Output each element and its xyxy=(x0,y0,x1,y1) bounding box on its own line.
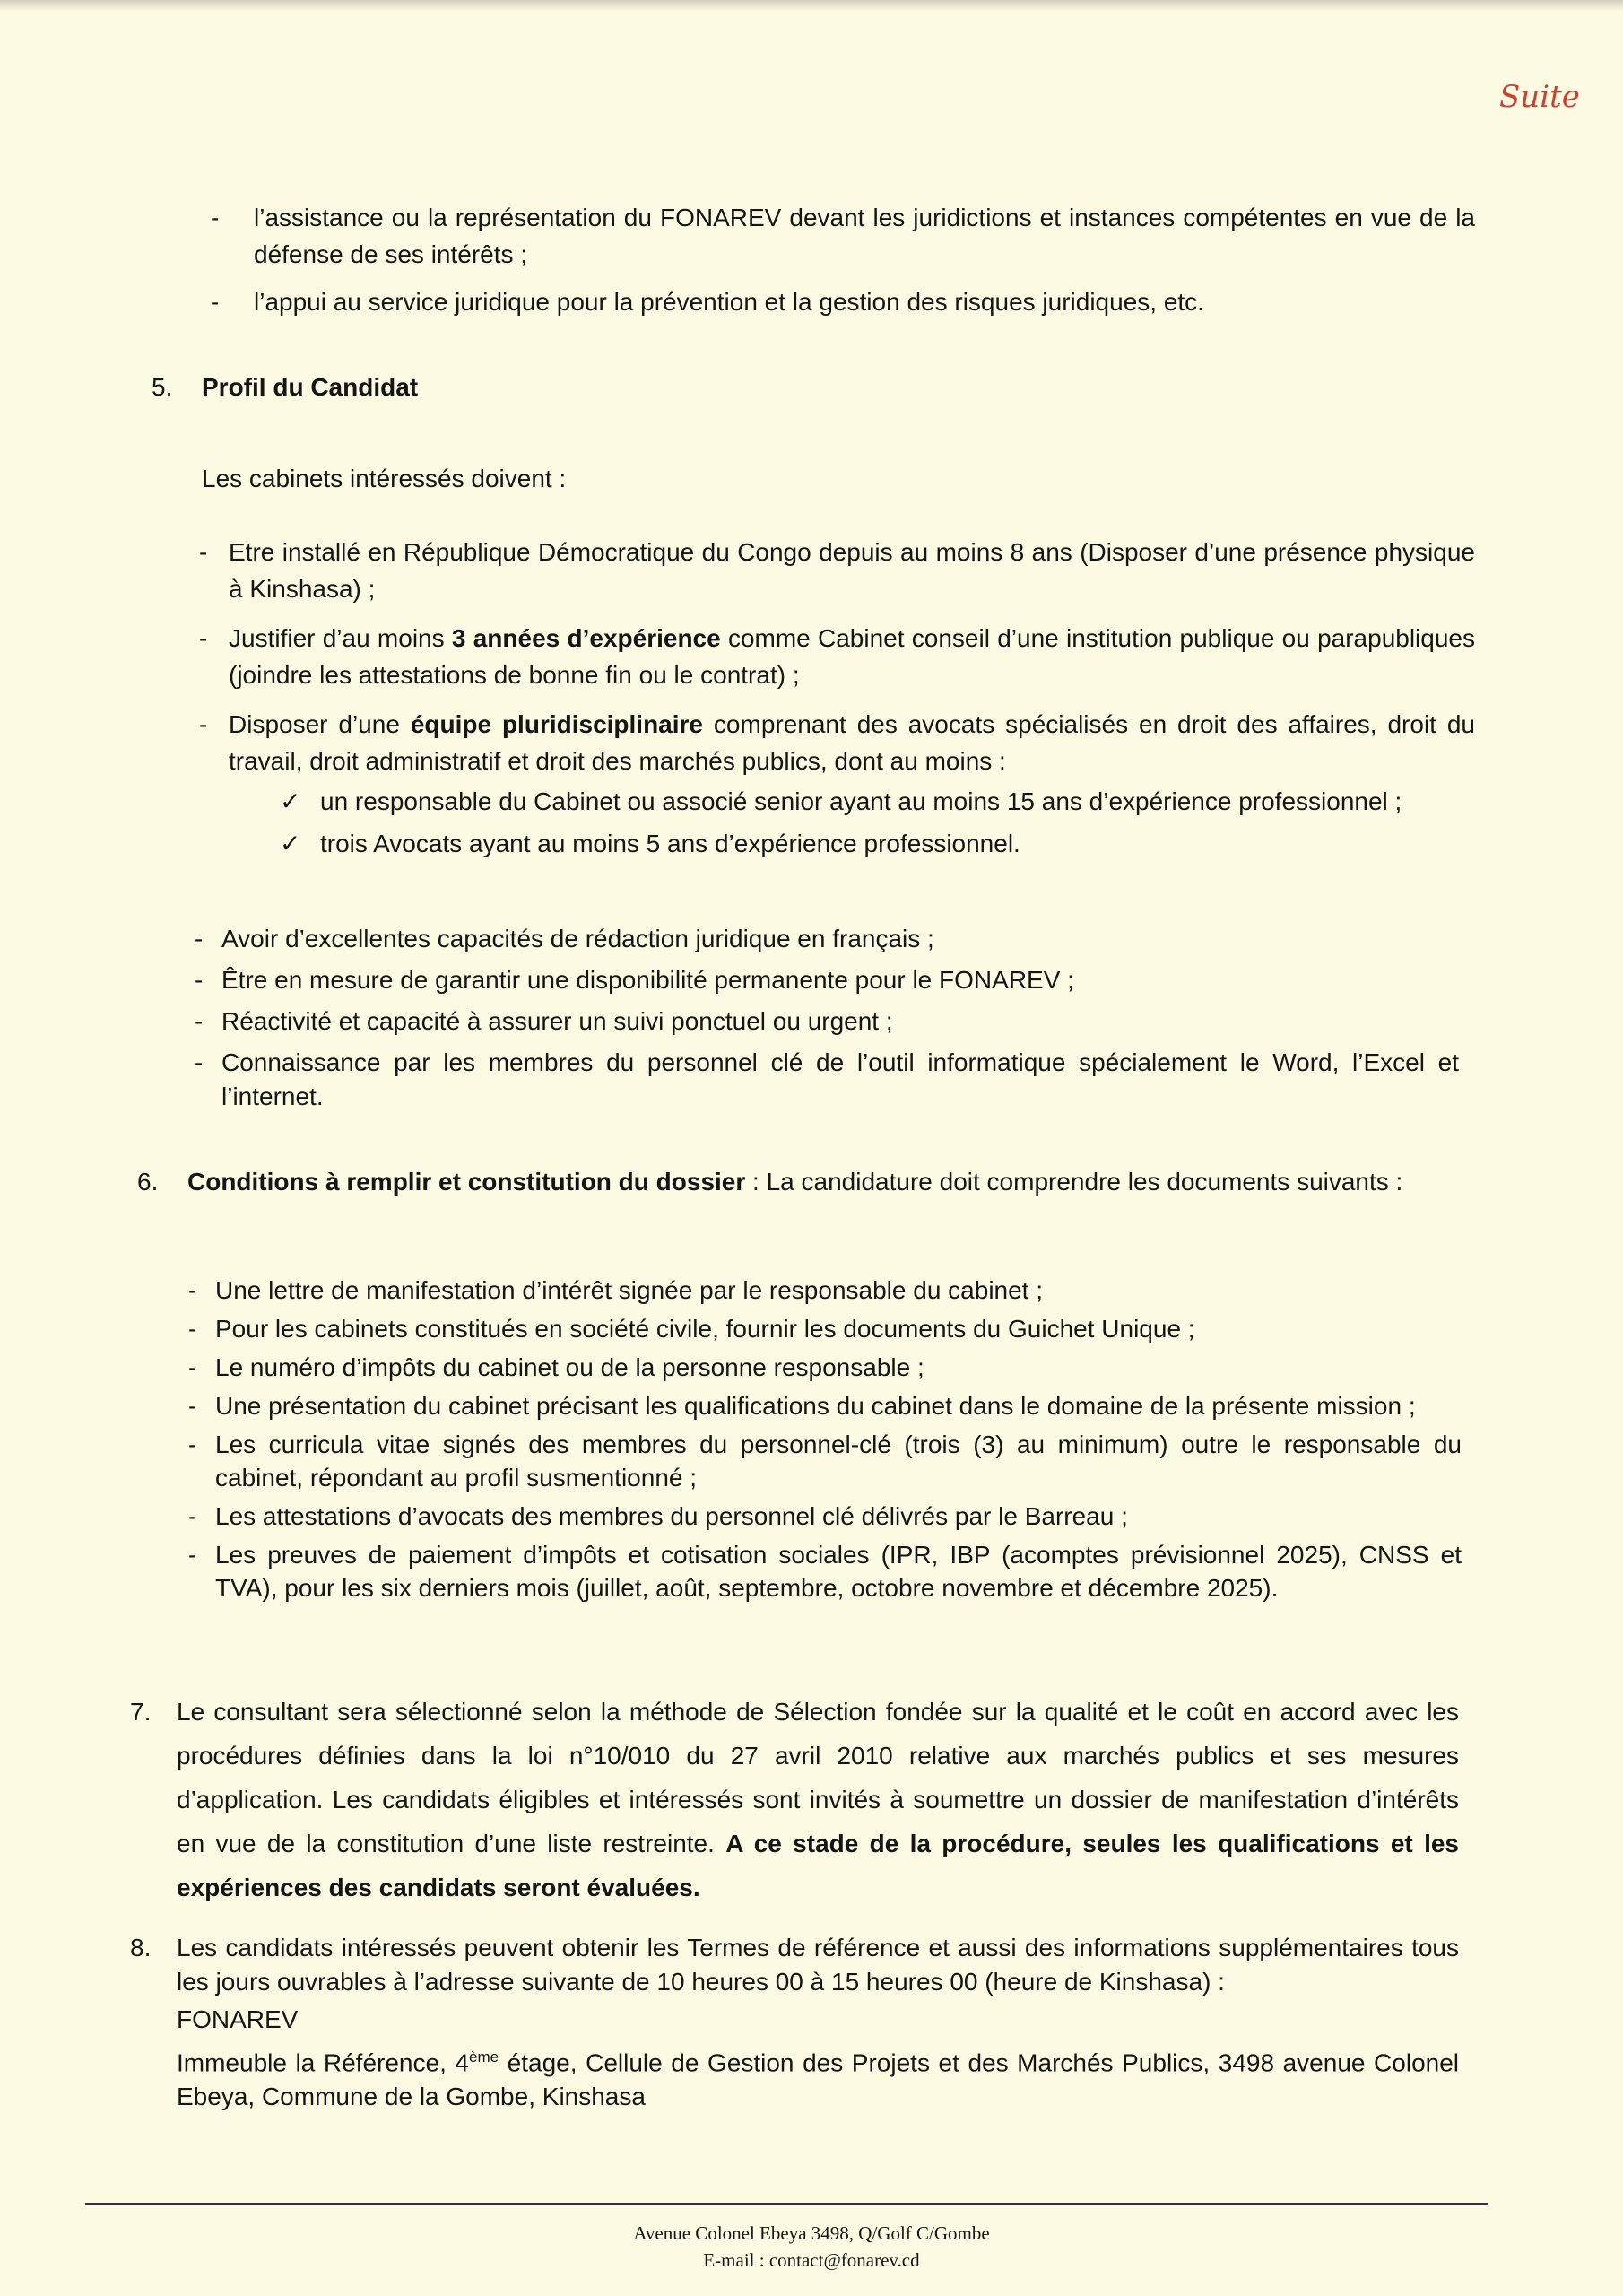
list-item: - Être en mesure de garantir une disponibilité permanente pour le FONAREV ; xyxy=(195,966,1074,994)
list-item: - Réactivité et capacité à assurer un suivi ponctuel ou urgent ; xyxy=(195,1007,893,1035)
item-text: Réactivité et capacité à assurer un suivi ponctuel ou urgent ; xyxy=(221,1007,893,1035)
address-sup: ème xyxy=(469,2048,499,2066)
section-title: Profil du Candidat xyxy=(202,373,419,401)
check-icon: ✓ xyxy=(280,830,301,857)
item-bold: 3 années d’expérience xyxy=(451,624,721,652)
documents-list xyxy=(188,1274,1462,1605)
item-text: comme Cabinet conseil d’une institution publique ou parapubliques (joindre les attestations de bonne fin ou le contrat) ; xyxy=(229,624,1475,689)
skills-list xyxy=(195,922,1459,1114)
list-item: - Avoir d’excellentes capacités de rédaction juridique en français ; xyxy=(195,925,934,952)
intro-list xyxy=(211,199,1475,320)
item-text: trois Avocats ayant au moins 5 ans d’expérience professionnel. xyxy=(320,830,1020,857)
item-text: Les attestations d’avocats des membres du personnel clé délivrés par le Barreau ; xyxy=(215,1502,1128,1530)
section-8 xyxy=(130,1931,1460,2114)
list-item: - Disposer d’une équipe pluridisciplinaire comprenant des avocats spécialisés en droit des affaires, droit du travail, droit administratif et droit des marchés publics, dont au moins : xyxy=(199,710,1475,775)
section-number: 5. xyxy=(152,373,173,401)
list-item: - Etre installé en République Démocratique du Congo depuis au moins 8 ans (Disposer d’une présence physique à Kinshasa) ; xyxy=(199,538,1475,603)
list-item: - Justifier d’au moins 3 années d’expérience comme Cabinet conseil d’une institution publique ou parapubliques (joindre les attestations de bonne fin ou le contrat) ; xyxy=(199,624,1475,689)
item-text: Justifier d’au moins xyxy=(229,624,452,652)
item-text: Connaissance par les membres du personnel clé de l’outil informatique spécialement le Word, l’Excel et l’internet. xyxy=(221,1048,1459,1110)
item-text: comprenant des avocats spécialisés en droit des affaires, droit du travail, droit administratif et droit des marchés publics, dont au moins : xyxy=(229,710,1475,775)
item-text: Les curricula vitae signés des membres du personnel-clé (trois (3) au minimum) outre le responsable du cabinet, répondant au profil susmentionné ; xyxy=(215,1431,1462,1492)
section-7 xyxy=(130,1690,1459,1909)
check-item xyxy=(280,783,1475,820)
item-text: l’assistance ou la représentation du FONAREV devant les juridictions et instances compétentes en vue de la défense de ses intérêts ; xyxy=(254,204,1475,268)
paragraph-text: Les candidats intéressés peuvent obtenir les Termes de référence et aussi des informations supplémentaires tous les jours ouvrables à l’adresse suivante de 10 heures 00 à 15 heures 00 (heure de Kinshasa) : xyxy=(177,1934,1459,1996)
check-icon: ✓ xyxy=(280,787,301,815)
paragraph-bold: A ce stade de la procédure, seules les qualifications et les expériences des candidats seront évaluées. xyxy=(177,1830,1459,1901)
check-item xyxy=(280,825,1475,862)
suite-mark: Suite xyxy=(1499,79,1580,115)
list-item: - Les attestations d’avocats des membres du personnel clé délivrés par le Barreau ; xyxy=(188,1502,1128,1530)
address-text: Immeuble la Référence, 4 xyxy=(177,2048,470,2077)
item-text: Pour les cabinets constitués en société civile, fournir les documents du Guichet Unique ; xyxy=(215,1315,1195,1343)
organization-name: FONAREV xyxy=(177,2005,299,2033)
item-text: Avoir d’excellentes capacités de rédaction juridique en français ; xyxy=(221,925,934,952)
item-text: Disposer d’une xyxy=(229,710,411,738)
item-text: Une lettre de manifestation d’intérêt signée par le responsable du cabinet ; xyxy=(215,1276,1044,1304)
scan-edge xyxy=(0,0,1623,11)
section-8-text xyxy=(130,1931,1459,1999)
item-text: Être en mesure de garantir une disponibilité permanente pour le FONAREV ; xyxy=(221,966,1074,994)
paragraph-text: Le consultant sera sélectionné selon la méthode de Sélection fondée sur la qualité et le coût en accord avec les procédures définies dans la loi n°10/010 du 27 avril 2010 relative aux marchés publics et ses mesures d’application. Les candidats éligibles et intéressés sont invités à soumettre un dossier de manifestation d’intérêts en vue de la constitution d’une liste restreinte. xyxy=(177,1698,1459,1857)
list-item: - Connaissance par les membres du personnel clé de l’outil informatique spécialement le Word, l’Excel et l’internet. xyxy=(195,1048,1459,1110)
address xyxy=(177,2040,1459,2114)
item-text: l’appui au service juridique pour la prévention et la gestion des risques juridiques, etc. xyxy=(254,288,1204,316)
item-bold: équipe pluridisciplinaire xyxy=(410,710,704,738)
footer-divider xyxy=(85,2203,1488,2205)
item-text: un responsable du Cabinet ou associé senior ayant au moins 15 ans d’expérience professionnel ; xyxy=(320,787,1402,815)
list-item: - Pour les cabinets constitués en société civile, fournir les documents du Guichet Unique ; xyxy=(188,1315,1195,1343)
item-text: Les preuves de paiement d’impôts et cotisation sociales (IPR, IBP (acomptes prévisionnel 2025), CNSS et TVA), pour les six derniers mois (juillet, août, septembre, octobre novembre et décembre 2025). xyxy=(215,1541,1462,1602)
item-text: Une présentation du cabinet précisant les qualifications du cabinet dans le domaine de la présente mission ; xyxy=(215,1392,1416,1420)
check-list xyxy=(229,783,1475,862)
section-number: 6. xyxy=(137,1168,159,1196)
section-6-heading xyxy=(137,1166,1461,1198)
address-text: étage, Cellule de Gestion des Projets et des Marchés Publics, 3498 avenue Colonel Ebeya, Commune de la Gombe, Kinshasa xyxy=(177,2048,1460,2111)
section-lead: : La candidature doit comprendre les documents suivants : xyxy=(745,1168,1403,1196)
footer-address: Avenue Colonel Ebeya 3498, Q/Golf C/Gombe xyxy=(633,2222,990,2244)
list-item: - Le numéro d’impôts du cabinet ou de la personne responsable ; xyxy=(188,1353,924,1381)
list-item: - Une présentation du cabinet précisant les qualifications du cabinet dans le domaine de la présente mission ; xyxy=(188,1392,1416,1420)
section-5-heading xyxy=(152,369,419,405)
item-text: Etre installé en République Démocratique du Congo depuis au moins 8 ans (Disposer d’une présence physique à Kinshasa) ; xyxy=(229,538,1475,603)
section-title: Conditions à remplir et constitution du dossier xyxy=(187,1168,746,1196)
section-lead: Les cabinets intéressés doivent : xyxy=(202,465,567,492)
profile-list xyxy=(199,534,1475,862)
section-6 xyxy=(137,1166,1461,1198)
list-item: - l’assistance ou la représentation du FONAREV devant les juridictions et instances compétentes en vue de la défense de ses intérêts ; xyxy=(211,204,1475,268)
section-number: 8. xyxy=(130,1934,152,1961)
section-number: 7. xyxy=(130,1698,152,1726)
list-item: - Les preuves de paiement d’impôts et cotisation sociales (IPR, IBP (acomptes prévisionnel 2025), CNSS et TVA), pour les six derniers mois (juillet, août, septembre, octobre novembre et décembre 2025). xyxy=(188,1541,1462,1602)
item-text: Le numéro d’impôts du cabinet ou de la personne responsable ; xyxy=(215,1353,924,1381)
footer-email: E-mail : contact@fonarev.cd xyxy=(703,2249,920,2271)
section-7-text xyxy=(130,1690,1459,1909)
list-item: - Une lettre de manifestation d’intérêt signée par le responsable du cabinet ; xyxy=(188,1276,1044,1304)
list-item: - l’appui au service juridique pour la prévention et la gestion des risques juridiques, etc. xyxy=(211,288,1204,316)
list-item: - Les curricula vitae signés des membres du personnel-clé (trois (3) au minimum) outre le responsable du cabinet, répondant au profil susmentionné ; xyxy=(188,1431,1462,1492)
